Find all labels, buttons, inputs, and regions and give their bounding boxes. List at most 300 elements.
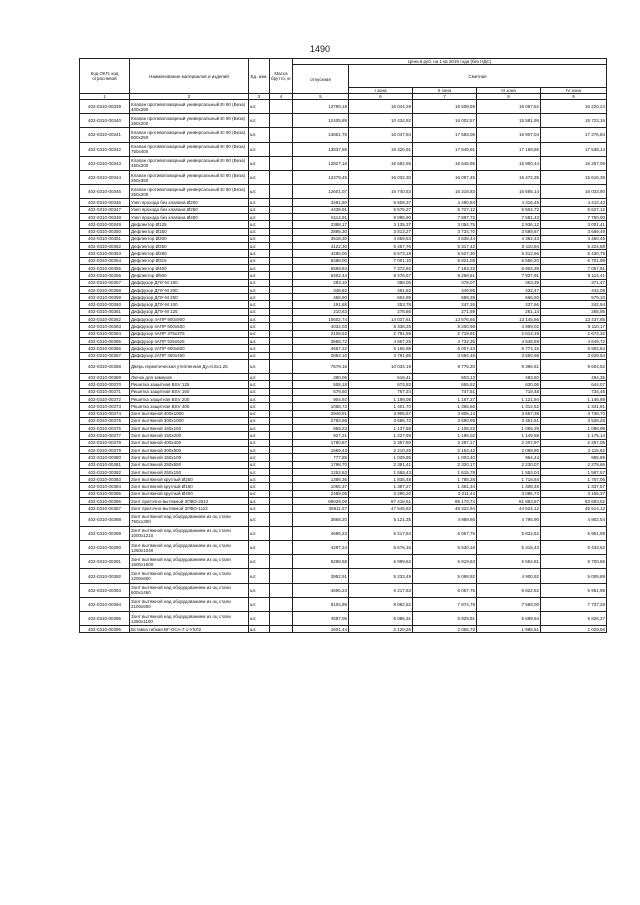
table-row — [80, 352, 607, 359]
row-price-zone-1: 1 835,48 — [349, 476, 413, 483]
row-price-zone-1: 2 357,80 — [349, 439, 413, 446]
row-price-zone-1: 1 227,59 — [349, 432, 413, 439]
row-price-release: 13837,95 — [293, 142, 349, 156]
row-unit: шт. — [249, 498, 270, 505]
row-name: Клапан противопожарный универсальный EI 90 (Веза) 250х350 — [130, 170, 249, 184]
row-name: Зонт вытяжной над оборудованием из оц стали 1250х1040 — [130, 541, 249, 555]
col-number: 3 — [249, 94, 270, 100]
row-price-release: 5288,00 — [293, 257, 349, 264]
row-name: Диффузор 4АПР 900х900 — [130, 316, 249, 323]
row-mass — [270, 228, 293, 235]
row-price-zone-1: 6 165,98 — [349, 345, 413, 352]
row-unit: шт. — [249, 228, 270, 235]
table-row — [80, 432, 607, 439]
row-name: Дефлектор Ø125 — [130, 221, 249, 228]
table-row — [80, 142, 607, 156]
table-row — [80, 156, 607, 170]
row-price-zone-2: 3 054,75 — [413, 221, 477, 228]
row-unit: шт. — [249, 374, 270, 381]
row-unit: шт. — [249, 257, 270, 264]
row-mass — [270, 454, 293, 461]
row-price-release: 1386,36 — [293, 476, 349, 483]
row-name: Дефлектор Ø400 — [130, 264, 249, 271]
row-price-zone-1: 4 857,25 — [349, 337, 413, 344]
row-mass — [270, 359, 293, 373]
table-row — [80, 359, 607, 373]
row-price-zone-4: 5 430,79 — [541, 250, 607, 257]
row-price-zone-2: 4 490,84 — [413, 199, 477, 206]
table-row — [80, 221, 607, 228]
row-code: 402-0310-00349 — [80, 221, 130, 228]
header-code: Код ОКП, код отраслевой — [80, 59, 130, 94]
row-price-zone-3: 964,44 — [477, 454, 541, 461]
row-code: 402-0310-00382 — [80, 468, 130, 475]
row-price-zone-3: 2 069,80 — [477, 447, 541, 454]
row-price-zone-2: 8 258,61 — [413, 272, 477, 279]
table-row — [80, 323, 607, 330]
row-price-zone-2: 16 097,45 — [413, 170, 477, 184]
row-price-zone-1: 1 401,70 — [349, 403, 413, 410]
row-name: Зонт приточно-вытяжной ЗПВО-1112 — [130, 505, 249, 512]
row-unit: шт. — [249, 597, 270, 611]
row-price-zone-2: 449,95 — [413, 286, 477, 293]
row-price-zone-4: 3 528,25 — [541, 417, 607, 424]
row-price-zone-1: 10 434,92 — [349, 114, 413, 128]
row-unit: шт. — [249, 316, 270, 323]
row-price-zone-1: 1 198,08 — [349, 395, 413, 402]
row-price-zone-4: 1 088,98 — [541, 425, 607, 432]
row-price-release: 2108,52 — [293, 330, 349, 337]
row-price-release: 4597,05 — [293, 611, 349, 625]
row-price-zone-4: 2 115,82 — [541, 447, 607, 454]
row-name: Зонт вытяжной 150х200 — [130, 432, 249, 439]
row-unit: шт. — [249, 505, 270, 512]
row-price-zone-2: 1 365,66 — [413, 403, 477, 410]
row-code: 402-0310-00356 — [80, 272, 130, 279]
row-unit: шт. — [249, 142, 270, 156]
row-price-zone-2: 6 057,75 — [413, 583, 477, 597]
row-price-zone-1: 2 381,41 — [349, 461, 413, 468]
row-price-zone-3: 1 985,51 — [477, 626, 541, 633]
row-mass — [270, 512, 293, 526]
row-name: Клапан противопожарный универсальный EI 90 (Веза) 250х200 — [130, 114, 249, 128]
row-price-release: 927,21 — [293, 432, 349, 439]
row-price-zone-1: 8 476,57 — [349, 272, 413, 279]
row-price-zone-2: 4 538,44 — [413, 235, 477, 242]
table-row — [80, 286, 607, 293]
header-zone-1: I зона — [349, 88, 413, 94]
table-row — [80, 417, 607, 424]
row-price-zone-4: 644,07 — [541, 381, 607, 388]
row-price-release: 777,85 — [293, 454, 349, 461]
row-mass — [270, 156, 293, 170]
row-price-zone-3: 5 312,66 — [477, 250, 541, 257]
row-price-zone-3: 6 554,81 — [477, 555, 541, 569]
row-price-zone-4: 17 538,14 — [541, 142, 607, 156]
row-price-zone-3: 4 900,92 — [477, 569, 541, 583]
row-unit: шт. — [249, 359, 270, 373]
col-number: 5 — [293, 94, 349, 100]
row-price-zone-4: 3 669,49 — [541, 228, 607, 235]
row-price-zone-4: 15 723,16 — [541, 114, 607, 128]
table-row — [80, 410, 607, 417]
row-price-zone-3: 2 936,12 — [477, 221, 541, 228]
row-price-zone-3: 81 863,57 — [477, 498, 541, 505]
row-price-zone-2: 2 719,81 — [413, 330, 477, 337]
row-mass — [270, 301, 293, 308]
row-price-zone-4: 1 146,89 — [541, 395, 607, 402]
row-price-zone-1: 4 659,53 — [349, 235, 413, 242]
row-price-release: 3518,30 — [293, 235, 349, 242]
row-mass — [270, 476, 293, 483]
row-name: Зонт вытяжной над оборудованием из оц стали 750х1300 — [130, 512, 249, 526]
table-row — [80, 388, 607, 395]
row-price-zone-2: 5 727,12 — [413, 206, 477, 213]
row-unit: шт. — [249, 100, 270, 114]
row-price-zone-1: 18 320,91 — [349, 142, 413, 156]
row-unit: шт. — [249, 352, 270, 359]
row-price-zone-4: 1 341,81 — [541, 403, 607, 410]
table-row — [80, 243, 607, 250]
row-mass — [270, 555, 293, 569]
row-unit: шт. — [249, 395, 270, 402]
row-price-zone-3: 1 312,62 — [477, 403, 541, 410]
row-mass — [270, 425, 293, 432]
row-price-zone-1: 3 685,72 — [349, 417, 413, 424]
row-code: 402-0310-00340 — [80, 114, 130, 128]
col-number: 9 — [541, 94, 607, 100]
row-price-zone-2: 1 003,40 — [413, 454, 477, 461]
table-row — [80, 228, 607, 235]
row-price-zone-1: 6 509,37 — [349, 199, 413, 206]
row-price-release: 12601,07 — [293, 185, 349, 199]
row-code: 402-0310-00339 — [80, 100, 130, 114]
row-price-zone-2: 5 929,81 — [413, 611, 477, 625]
row-price-zone-1: 253,78 — [349, 301, 413, 308]
row-name: Клапан противопожарный универсальный EI 90 (Веза) 800х250 — [130, 128, 249, 142]
row-price-release: 7579,16 — [293, 359, 349, 373]
row-code: 402-0310-00381 — [80, 461, 130, 468]
row-unit: шт. — [249, 156, 270, 170]
col-number: 6 — [349, 94, 413, 100]
row-mass — [270, 569, 293, 583]
row-price-zone-3: 237,66 — [477, 301, 541, 308]
row-name: Диффузор 2АПР 600х600 — [130, 345, 249, 352]
row-code: 402-0310-00360 — [80, 301, 130, 308]
table-row — [80, 555, 607, 569]
row-mass — [270, 597, 293, 611]
row-price-zone-4: 4 902,54 — [541, 512, 607, 526]
row-code: 402-0310-00362 — [80, 316, 130, 323]
row-price-zone-4: 2 029,66 — [541, 626, 607, 633]
table-row — [80, 250, 607, 257]
row-code: 402-0310-00366 — [80, 345, 130, 352]
row-price-zone-3: 6 556,20 — [477, 257, 541, 264]
row-price-zone-1: 6 217,63 — [349, 583, 413, 597]
row-price-release: 3952,91 — [293, 569, 349, 583]
row-code: 402-0310-00350 — [80, 228, 130, 235]
row-price-zone-1: 461,82 — [349, 286, 413, 293]
row-price-zone-2: 1 615,78 — [413, 468, 477, 475]
row-code: 402-0310-00363 — [80, 323, 130, 330]
row-code: 402-0310-00367 — [80, 352, 130, 359]
row-mass — [270, 294, 293, 301]
row-price-zone-1: 6 217,63 — [349, 526, 413, 540]
table-row — [80, 541, 607, 555]
row-price-zone-3: 1 065,29 — [477, 425, 541, 432]
row-code: 402-0310-00342 — [80, 142, 130, 156]
row-price-zone-4: 8 114,41 — [541, 272, 607, 279]
row-code: 402-0310-00371 — [80, 388, 130, 395]
row-price-zone-2: 13 676,65 — [413, 316, 477, 323]
table-row — [80, 569, 607, 583]
table-row — [80, 316, 607, 323]
row-code: 402-0310-00353 — [80, 250, 130, 257]
row-name: Дефлектор Ø160 — [130, 228, 249, 235]
row-price-zone-4: 242,94 — [541, 301, 607, 308]
row-price-release: 3668,72 — [293, 337, 349, 344]
row-mass — [270, 395, 293, 402]
row-mass — [270, 243, 293, 250]
row-mass — [270, 206, 293, 213]
row-price-release: 6402,44 — [293, 272, 349, 279]
row-price-zone-1: 1 658,43 — [349, 468, 413, 475]
row-unit: шт. — [249, 454, 270, 461]
row-price-zone-3: 3 550,98 — [477, 352, 541, 359]
row-price-release: 1601,44 — [293, 626, 349, 633]
row-code: 402-0310-00351 — [80, 235, 130, 242]
row-price-zone-4: 15 616,39 — [541, 170, 607, 184]
row-price-zone-1: 3 813,27 — [349, 228, 413, 235]
row-price-zone-2: 17 849,91 — [413, 142, 477, 156]
row-price-zone-4: 13 437,85 — [541, 316, 607, 323]
row-price-zone-1: 47 545,52 — [349, 505, 413, 512]
row-code: 402-0310-00365 — [80, 337, 130, 344]
row-price-zone-3: 16 907,04 — [477, 128, 541, 142]
table-row — [80, 381, 607, 388]
table-row — [80, 257, 607, 264]
header-mass: Масса брутто, кг — [270, 59, 293, 94]
row-name: Зонт вытяжной 150х150 — [130, 425, 249, 432]
table-row — [80, 512, 607, 526]
row-price-zone-3: 1 718,84 — [477, 476, 541, 483]
row-price-zone-2: 7 183,33 — [413, 264, 477, 271]
row-unit: шт. — [249, 447, 270, 454]
row-price-zone-2: 6 819,63 — [413, 555, 477, 569]
row-unit: шт. — [249, 417, 270, 424]
row-price-zone-4: 2 257,06 — [541, 439, 607, 446]
header-zone-3: III зона — [477, 88, 541, 94]
row-price-zone-4: 16 220,24 — [541, 100, 607, 114]
row-unit: шт. — [249, 250, 270, 257]
row-price-zone-1: 8 082,62 — [349, 597, 413, 611]
row-code: 402-0310-00376 — [80, 425, 130, 432]
row-price-zone-4: 442,09 — [541, 286, 607, 293]
table-row — [80, 279, 607, 286]
row-price-zone-4: 1 175,14 — [541, 432, 607, 439]
row-mass — [270, 221, 293, 228]
row-price-zone-2: 2 297,17 — [413, 439, 477, 446]
row-price-zone-4: 7 750,00 — [541, 213, 607, 220]
table-row — [80, 100, 607, 114]
row-price-zone-4: 83 683,52 — [541, 498, 607, 505]
row-name: Зонт вытяжной 300х500 — [130, 447, 249, 454]
row-price-release: 6114,91 — [293, 213, 349, 220]
row-price-zone-4: 5 224,59 — [541, 243, 607, 250]
table-row — [80, 170, 607, 184]
row-name: Решетка защитная BSV 160 — [130, 388, 249, 395]
row-price-zone-3: 630,06 — [477, 381, 541, 388]
row-price-zone-4: 734,46 — [541, 388, 607, 395]
row-price-zone-3: 3 657,38 — [477, 410, 541, 417]
row-name: Зонт вытяжной 150х100 — [130, 454, 249, 461]
col-number: 4 — [270, 94, 293, 100]
row-price-release: 66029,09 — [293, 498, 349, 505]
row-mass — [270, 308, 293, 315]
row-price-zone-1: 516,41 — [349, 374, 413, 381]
row-price-zone-4: 6 700,56 — [541, 555, 607, 569]
table-row — [80, 490, 607, 497]
row-name: Дефлектор Ø200 — [130, 235, 249, 242]
row-unit: шт. — [249, 439, 270, 446]
row-name: Зонт вытяжной над оборудованием из оц стали 1600х1600 — [130, 555, 249, 569]
row-price-zone-1: 14 037,61 — [349, 316, 413, 323]
row-mass — [270, 626, 293, 633]
row-price-zone-3: 5 699,54 — [477, 611, 541, 625]
row-code: 402-0310-00343 — [80, 156, 130, 170]
row-price-zone-3: 363,39 — [477, 279, 541, 286]
row-price-zone-1: 5 673,18 — [349, 250, 413, 257]
row-unit: шт. — [249, 279, 270, 286]
row-price-zone-2: 5 317,42 — [413, 243, 477, 250]
row-mass — [270, 199, 293, 206]
row-mass — [270, 388, 293, 395]
row-code: 402-0310-00370 — [80, 381, 130, 388]
row-mass — [270, 235, 293, 242]
row-price-zone-4: 4 412,43 — [541, 199, 607, 206]
header-unit: Ед. изм. — [249, 59, 270, 94]
row-price-zone-3: 3 451,51 — [477, 417, 541, 424]
row-price-release: 2864,10 — [293, 352, 349, 359]
table-row — [80, 498, 607, 505]
row-price-release: 348,82 — [293, 286, 349, 293]
row-unit: шт. — [249, 555, 270, 569]
row-price-zone-2: 655,52 — [413, 381, 477, 388]
row-name: Узел прохода без клапана Ø400 — [130, 213, 249, 220]
header-name: Наименование материалов и изделий — [130, 59, 249, 94]
row-price-zone-2: 85 170,74 — [413, 498, 477, 505]
table-row — [80, 505, 607, 512]
row-price-zone-1: 87 418,61 — [349, 498, 413, 505]
row-mass — [270, 100, 293, 114]
row-code: 402-0310-00392 — [80, 569, 130, 583]
row-price-zone-1: 7 372,92 — [349, 264, 413, 271]
row-price-zone-1: 2 120,26 — [349, 626, 413, 633]
row-price-zone-3: 16 067,52 — [477, 100, 541, 114]
row-code: 402-0310-00373 — [80, 403, 130, 410]
row-unit: шт. — [249, 264, 270, 271]
row-price-zone-2: 3 590,95 — [413, 417, 477, 424]
row-price-zone-1: 10 034,19 — [349, 359, 413, 373]
row-price-zone-3: 2 207,97 — [477, 439, 541, 446]
row-price-zone-2: 3 694,45 — [413, 352, 477, 359]
row-price-release: 210,63 — [293, 308, 349, 315]
row-price-zone-2: 4 732,35 — [413, 337, 477, 344]
row-name: Зонт вытяжной 400х1000 — [130, 410, 249, 417]
row-code: 402-0310-00372 — [80, 395, 130, 402]
row-code: 402-0310-00357 — [80, 279, 130, 286]
row-price-zone-2: 1 108,33 — [413, 425, 477, 432]
row-name: Диффузор 2АПР 450х450 — [130, 352, 249, 359]
row-price-zone-4: 1 337,57 — [541, 483, 607, 490]
row-price-release: 456,90 — [293, 294, 349, 301]
row-price-zone-4: 16 033,90 — [541, 185, 607, 199]
row-mass — [270, 128, 293, 142]
row-price-zone-3: 4 548,59 — [477, 337, 541, 344]
row-name: Решетка защитная BSV 400 — [130, 403, 249, 410]
row-price-release: 1058,72 — [293, 403, 349, 410]
row-price-zone-4: 371,47 — [541, 279, 607, 286]
col-number: 8 — [477, 94, 541, 100]
row-price-zone-4: 985,89 — [541, 454, 607, 461]
row-code: 402-0310-00393 — [80, 583, 130, 597]
table-row — [80, 395, 607, 402]
row-code: 402-0310-00348 — [80, 213, 130, 220]
row-mass — [270, 439, 293, 446]
row-price-release: 12405,89 — [293, 114, 349, 128]
row-code: 402-0310-00358 — [80, 286, 130, 293]
row-price-zone-4: 3 738,70 — [541, 410, 607, 417]
row-price-zone-4: 494,35 — [541, 374, 607, 381]
row-code: 402-0310-00383 — [80, 476, 130, 483]
row-price-zone-3: 7 937,91 — [477, 272, 541, 279]
row-code: 402-0310-00385 — [80, 490, 130, 497]
row-unit: шт. — [249, 213, 270, 220]
row-price-release: 508,18 — [293, 381, 349, 388]
row-name: Диффузор 4АПР 525х525 — [130, 337, 249, 344]
row-price-zone-2: 3 211,44 — [413, 490, 477, 497]
row-mass — [270, 330, 293, 337]
row-price-zone-2: 1 167,27 — [413, 395, 477, 402]
row-price-zone-3: 5 315,43 — [477, 541, 541, 555]
row-price-release: 4287,24 — [293, 541, 349, 555]
row-price-zone-3: 15 581,95 — [477, 114, 541, 128]
row-price-release: 13851,76 — [293, 128, 349, 142]
row-price-zone-3: 15 900,44 — [477, 156, 541, 170]
row-name: Зонт вытяжной круглый Ø160 — [130, 483, 249, 490]
row-price-release: 5568,84 — [293, 264, 349, 271]
row-price-zone-1: 1 397,27 — [349, 483, 413, 490]
row-code: 402-0310-00380 — [80, 454, 130, 461]
row-price-zone-3: 5 822,52 — [477, 526, 541, 540]
row-mass — [270, 447, 293, 454]
row-price-zone-2: 4 989,66 — [413, 512, 477, 526]
row-price-zone-3: 1 553,04 — [477, 468, 541, 475]
row-price-zone-4: 5 902,54 — [541, 345, 607, 352]
row-name: Клапан противопожарный универсальный EI 90 (Веза) 750х400 — [130, 142, 249, 156]
row-name: Лючок для замеров — [130, 374, 249, 381]
row-price-zone-3: 44 524,12 — [477, 505, 541, 512]
row-price-zone-2: 7 874,79 — [413, 597, 477, 611]
row-name: Зонт вытяжной над оборудованием из оц стали 1250х1100 — [130, 611, 249, 625]
row-code: 402-0310-00344 — [80, 170, 130, 184]
row-price-zone-3: 7 581,43 — [477, 213, 541, 220]
row-name: Зонт вытяжной 400х400 — [130, 439, 249, 446]
row-price-zone-1: 5 233,49 — [349, 569, 413, 583]
row-code: 402-0310-00384 — [80, 483, 130, 490]
row-code: 402-0310-00377 — [80, 432, 130, 439]
row-unit: шт. — [249, 476, 270, 483]
